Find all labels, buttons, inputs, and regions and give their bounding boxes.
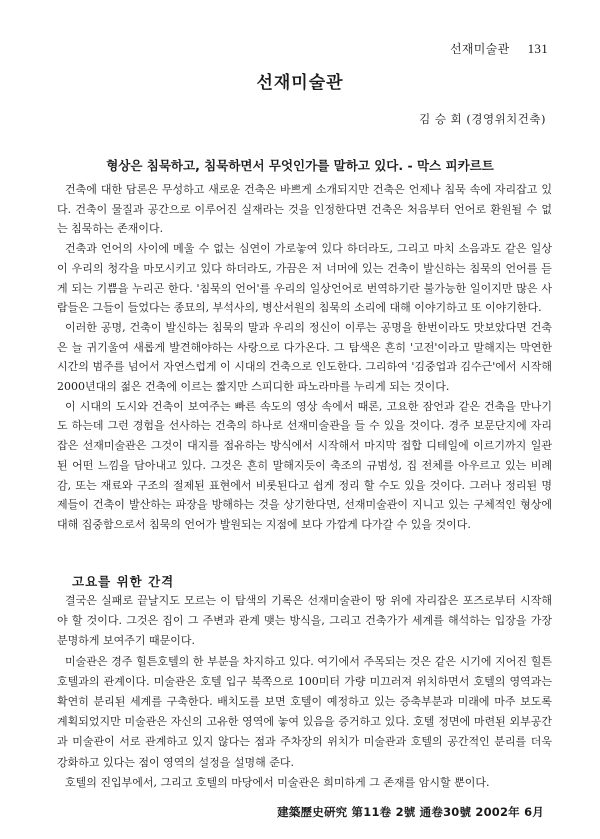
- body-paragraph: 이 시대의 도시와 건축이 보여주는 빠른 속도의 영상 속에서 때론, 고요한 잠언과 같은 건축을 만나기도 하는데 그런 경험을 선사하는 건축의 하나로 선재미술관을 들 수 있을 것이다. 경주 보문단지에 자리잡은 선재미술관은 그것이 대지를 점유하는 방식에서 시작해서 마지막 접합 디테일에 이르기까지 일관된 어떤 느낌을 담아내고 있다. 그것은 흔히 말해지듯이 축조의 규범성, 집 전체를 아우르고 있는 비례감, 또는 재료와 구조의 절제된 표현에서 비롯된다고 쉽게 정리 할 수도 있을 것이다. 그러나 정리된 명제들이 건축이 발산하는 파장을 방해하는 것을 상기한다면, 선재미술관이 지니고 있는 구체적인 형상에 대해 집중함으로서 침묵의 언어가 발원되는 지점에 보다 가깝게 다가갈 수 있을 것이다.: [57, 399, 552, 531]
- article-title: 선재미술관: [256, 73, 344, 93]
- intro-body: [57, 180, 552, 535]
- body-paragraph: 호텔의 진입부에서, 그리고 호텔의 마당에서 미술관은 희미하게 그 존재를 암시할 뿐이다.: [65, 775, 490, 789]
- page-number: 131: [527, 41, 548, 56]
- author-byline: 김 승 회 (경영위치건축): [419, 112, 546, 126]
- section-body: [57, 591, 552, 793]
- body-paragraph: 미술관은 경주 힐튼호텔의 한 부분을 차지하고 있다. 여기에서 주목되는 것은 같은 시기에 지어진 힐튼호텔과의 관계이다. 미술관은 호텔 입구 북쪽으로 100미터 가량 미끄러져 위치하면서 호텔의 영역과는 확연히 분리된 세계를 구축한다. 배치도를 보면 호텔이 예정하고 있는 증축부분과 미래에 마주 보도록 계획되었지만 미술관은 자신의 고유한 영역에 놓여 있음을 증거하고 있다. 호텔 정면에 마련된 외부공간과 미술관이 서로 관계하고 있지 않다는 점과 주차장의 위치가 미술관과 호텔의 공간적인 분리를 더욱 강화하고 있다는 점이 영역의 설정을 설명해 준다.: [57, 654, 552, 769]
- running-head-title: 선재미술관: [450, 42, 510, 56]
- running-head: [450, 40, 548, 57]
- journal-footer: 建築歷史硏究 第11卷 2號 通卷30號 2002年 6月: [277, 805, 544, 819]
- section-heading: 고요를 위한 간격: [72, 574, 175, 589]
- body-paragraph: 건축에 대한 담론은 무성하고 새로운 건축은 바쁘게 소개되지만 건축은 언제나 침묵 속에 자리잡고 있다. 건축이 물질과 공간으로 이루어진 실재라는 것을 인정한다면 건축은 처음부터 언어로 환원될 수 없는 침묵하는 존재이다.: [57, 183, 552, 236]
- epigraph-quote: 형상은 침묵하고, 침묵하면서 무엇인가를 말하고 있다. - 막스 피카르트: [106, 158, 494, 173]
- body-paragraph: 이러한 공명, 건축이 발신하는 침묵의 말과 우리의 정신이 이루는 공명을 한번이라도 맛보았다면 건축은 늘 귀기울여 새롭게 발견해야하는 사랑으로 다가온다. 그 탐색은 흔히 '고전'이라고 말해지는 막연한 시간의 범주를 넘어서 자연스럽게 이 시대의 건축으로 인도한다. 그리하여 '김중업과 김수근'에서 시작해 2000년대의 젊은 건축에 이르는 짧지만 스피디한 파노라마를 누리게 되는 것이다.: [57, 320, 552, 394]
- body-paragraph: 건축과 언어의 사이에 메울 수 없는 심연이 가로놓여 있다 하더라도, 그리고 마치 소음과도 같은 일상이 우리의 청각을 마모시키고 있다 하더라도, 가끔은 저 너머에 있는 건축이 발신하는 침묵의 언어를 듣게 되는 기쁨을 누리곤 한다. '침묵의 언어'를 우리의 일상언어로 번역하기란 불가능한 일이지만 많은 사람들은 그들이 들었다는 종묘의, 부석사의, 병산서원의 침묵의 소리에 대해 이야기하고 또 이야기한다.: [57, 242, 552, 315]
- body-paragraph: 결국은 실패로 끝날지도 모르는 이 탐색의 기록은 선재미술관이 땅 위에 자리잡은 포즈로부터 시작해야 할 것이다. 그것은 집이 그 주변과 관계 맺는 방식을, 그리고 건축가가 세계를 해석하는 입장을 가장 분명하게 보여주기 때문이다.: [57, 594, 552, 648]
